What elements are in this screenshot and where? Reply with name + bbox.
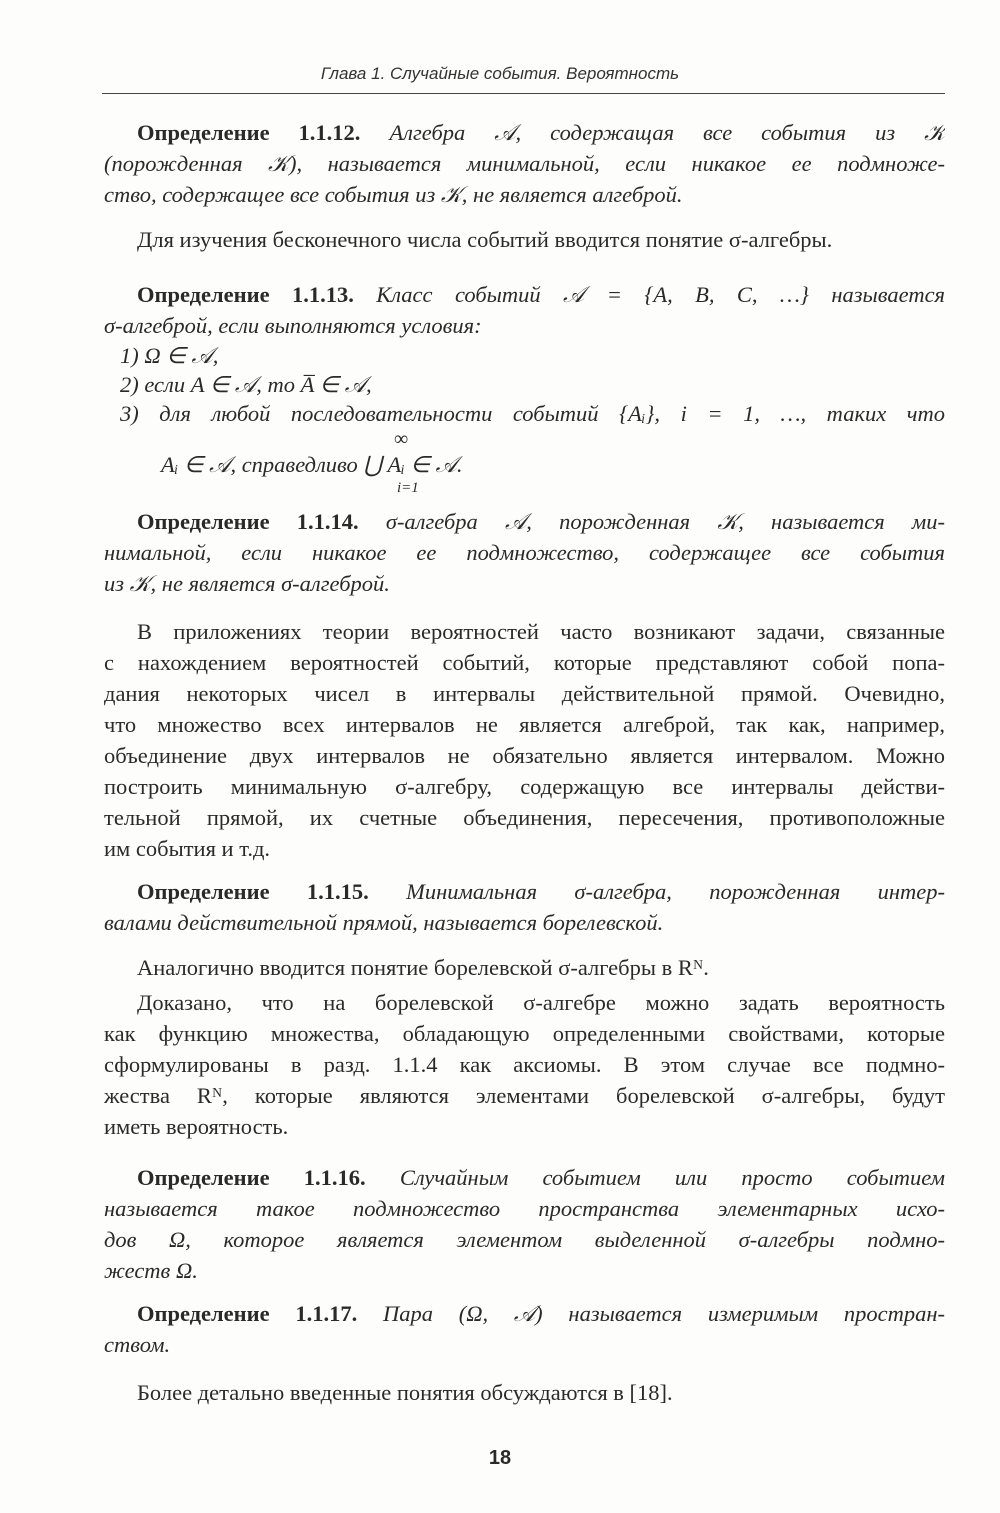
condition-item: 3) для любой последовательности событий {Aᵢ}, i = 1, …, таких что — [120, 401, 945, 426]
definition-1-1-14 — [104, 506, 945, 599]
infinity-limit: ∞ — [394, 428, 409, 450]
definition-text: Алгебра 𝒜, содержащая все события из 𝒦 — [389, 120, 945, 145]
definition-1-1-17 — [104, 1298, 945, 1360]
definition-1-1-15 — [104, 876, 945, 938]
text-line: жества Rᴺ, которые являются элементами борелевской σ-алгебры, будут — [104, 1083, 945, 1108]
paragraph: Аналогично вводится понятие борелевской σ-алгебры в Rᴺ. — [137, 955, 709, 980]
definition-label: Определение 1.1.17. — [137, 1301, 358, 1326]
text-line: объединение двух интервалов не обязательно является интервалом. Можно — [104, 743, 945, 768]
definition-label: Определение 1.1.13. — [137, 282, 354, 307]
definition-text: Класс событий 𝒜 = {A, B, C, …} называется — [376, 282, 945, 307]
text-line: с нахождением вероятностей событий, которые представляют собой попа- — [104, 650, 945, 675]
definition-label: Определение 1.1.14. — [137, 509, 359, 534]
condition-item: 2) если A ∈ 𝒜, то A̅ ∈ 𝒜, — [120, 372, 372, 397]
text-line: Доказано, что на борелевской σ-алгебре можно задать вероятность — [137, 990, 945, 1015]
definition-text: Минимальная σ-алгебра, порожденная интер- — [406, 879, 945, 904]
definition-text: из 𝒦, не является σ-алгеброй. — [104, 571, 390, 596]
running-header: Глава 1. Случайные события. Вероятность — [320, 64, 680, 83]
definition-text: (порожденная 𝒦), называется минимальной, если никакое ее подмноже- — [104, 151, 945, 176]
definition-text: σ-алгебра 𝒜, порожденная 𝒦, называется ми- — [385, 509, 945, 534]
definition-label: Определение 1.1.12. — [137, 120, 361, 145]
text-line: как функцию множества, обладающую определенными свойствами, которые — [104, 1021, 945, 1046]
paragraph — [104, 616, 945, 864]
condition-continuation: Aᵢ ∈ 𝒜, справедливо ⋃ Aᵢ ∈ 𝒜. — [161, 452, 463, 477]
text-line: В приложениях теории вероятностей часто возникают задачи, связанные — [137, 619, 945, 644]
definition-text: Пара (Ω, 𝒜) называется измеримым простран- — [382, 1301, 945, 1326]
definition-text: дов Ω, которое является элементом выделенной σ-алгебры подмно- — [104, 1227, 945, 1252]
paragraph: Более детально введенные понятия обсуждаются в [18]. — [137, 1380, 673, 1405]
text-line: иметь вероятность. — [104, 1114, 289, 1139]
text-line: им события и т.д. — [104, 836, 271, 861]
definition-text: называется такое подмножество пространства элементарных исхо- — [104, 1196, 945, 1221]
union-lower-limit: i=1 — [397, 480, 419, 496]
definition-text: σ-алгеброй, если выполняются условия: — [104, 313, 482, 338]
definition-text: жеств Ω. — [104, 1258, 198, 1283]
definition-1-1-16 — [104, 1162, 945, 1286]
definition-text: Случайным событием или просто событием — [399, 1165, 945, 1190]
text-line: сформулированы в разд. 1.1.4 как аксиомы. В этом случае все подмно- — [104, 1052, 945, 1077]
paragraph — [104, 987, 945, 1142]
header-rule — [102, 93, 945, 94]
text-line: построить минимальную σ-алгебру, содержащую все интервалы действи- — [104, 774, 945, 799]
page-number: 18 — [488, 1447, 512, 1469]
condition-item: 1) Ω ∈ 𝒜, — [120, 343, 219, 368]
definition-text: ство, содержащее все события из 𝒦, не является алгеброй. — [104, 182, 683, 207]
definition-1-1-13 — [104, 279, 945, 496]
text-line: дания некоторых чисел в интервалы действительной прямой. Очевидно, — [104, 681, 945, 706]
text-line: тельной прямой, их счетные объединения, пересечения, противоположные — [104, 805, 945, 830]
text-line: что множество всех интервалов не является алгеброй, так как, например, — [104, 712, 945, 737]
definition-text: валами действительной прямой, называется борелевской. — [104, 910, 664, 935]
definition-label: Определение 1.1.16. — [137, 1165, 366, 1190]
definition-1-1-12 — [104, 117, 945, 210]
definition-text: нимальной, если никакое ее подмножество, содержащее все события — [104, 540, 945, 565]
definition-label: Определение 1.1.15. — [137, 879, 369, 904]
definition-text: ством. — [104, 1332, 171, 1357]
paragraph: Для изучения бесконечного числа событий вводится понятие σ-алгебры. — [137, 227, 833, 252]
